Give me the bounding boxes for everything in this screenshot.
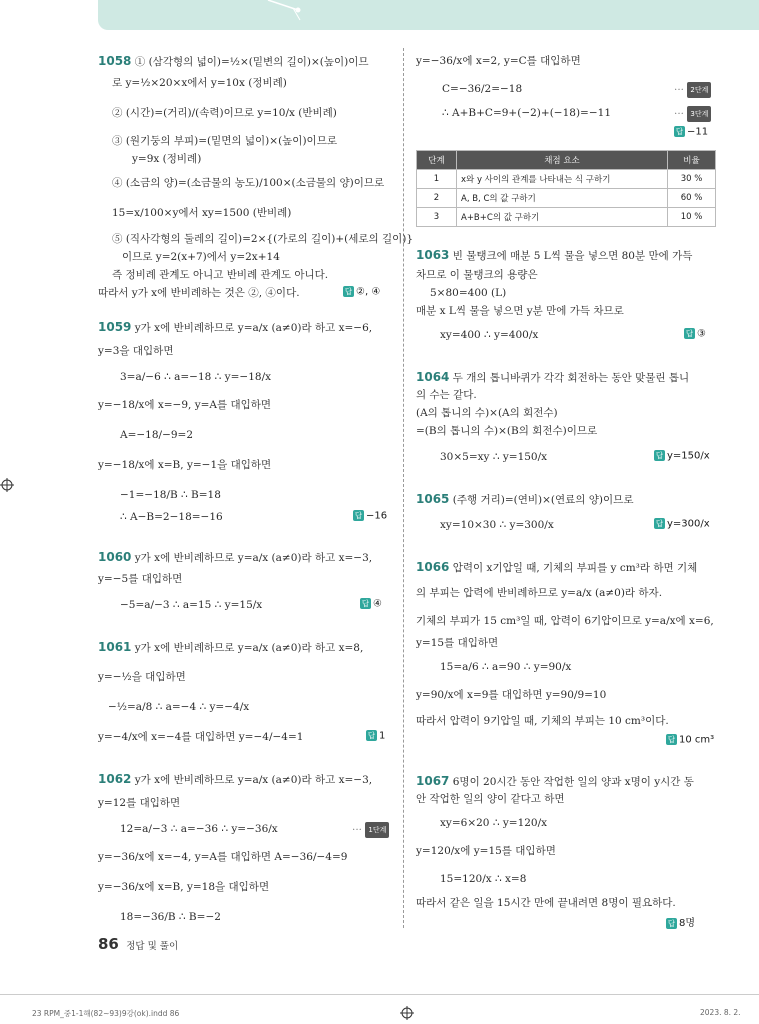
answer-1067: 답 8명	[667, 918, 696, 929]
answer-1065: 답 y=300/x	[655, 518, 710, 530]
problem-number: 1064	[416, 370, 450, 384]
problem-number: 1067	[416, 774, 450, 788]
text-line: 의 부피는 압력에 반비례하므로 y=a/x (a≠0)라 하자.	[416, 587, 663, 599]
table-header: 비율	[668, 151, 716, 170]
problem-number: 1061	[98, 640, 132, 654]
column-divider	[403, 48, 404, 928]
page-number: 86	[98, 935, 119, 953]
table-header: 단계	[417, 151, 457, 170]
text-line: ⑤ (직사각형의 둘레의 길이)=2×{(가로의 길이)+(세로의 길이)}	[112, 233, 414, 245]
imprint-file: 23 RPM_중1-1해(82~93)9강(ok).indd 86	[32, 1009, 180, 1018]
page-footer	[98, 935, 178, 953]
text-line: −5=a/−3 ∴ a=15 ∴ y=15/x	[120, 599, 263, 611]
problem-number: 1058	[98, 54, 132, 68]
text-line: y=9x (정비례)	[132, 153, 202, 165]
step-2-label: ··· 2단계	[674, 82, 711, 98]
answer-mark-icon: 답	[685, 329, 694, 338]
table-cell: A, B, C의 값 구하기	[457, 189, 668, 208]
text-line: xy=400 ∴ y=400/x	[440, 329, 539, 341]
answer-mark-icon: 답	[655, 519, 664, 528]
answer-1060: 답 ④	[361, 598, 382, 610]
text-line: y=−4/x에 x=−4를 대입하면 y=−4/−4=1	[98, 731, 304, 743]
text-line: A=−18/−9=2	[120, 429, 194, 441]
answer-1063: 답 ③	[685, 328, 706, 340]
problem-number: 1063	[416, 248, 450, 262]
text-line: 차므로 이 물탱크의 용량은	[416, 269, 538, 281]
text-line: y=−18/x에 x=B, y=−1을 대입하면	[98, 459, 272, 471]
text-line: −½=a/8 ∴ a=−4 ∴ y=−4/x	[108, 701, 250, 713]
text-line: 15=120/x ∴ x=8	[440, 873, 527, 885]
table-header: 채점 요소	[457, 151, 668, 170]
text-line: ② (시간)=(거리)/(속력)이므로 y=10/x (반비례)	[112, 107, 337, 119]
table-header-row	[417, 151, 716, 170]
problem-1066	[416, 560, 697, 575]
problem-number: 1059	[98, 320, 132, 334]
text-line: ④ (소금의 양)=(소금물의 농도)/100×(소금물의 양)이므로	[112, 177, 385, 189]
table-row	[417, 189, 716, 208]
problem-1061	[98, 640, 363, 655]
text-line: 6명이 20시간 동안 작업한 일의 양과 x명이 y시간 동	[452, 776, 694, 788]
table-cell: 1	[417, 170, 457, 189]
text-line: 따라서 y가 x에 반비례하는 것은 ②, ④이다.	[98, 287, 300, 299]
text-line: 로 y=½×20×x에서 y=10x (정비례)	[112, 77, 287, 89]
answer-mark-icon: 답	[361, 599, 370, 608]
text-line: 안 작업한 일의 양이 같다고 하면	[416, 793, 565, 805]
text-line: y=−36/x에 x=B, y=18을 대입하면	[98, 881, 270, 893]
text-line: y=15를 대입하면	[416, 637, 499, 649]
text-line: 15=x/100×y에서 xy=1500 (반비례)	[112, 207, 292, 219]
text-line: 두 개의 톱니바퀴가 각각 회전하는 동안 맞물린 톱니	[452, 372, 690, 384]
trim-line	[0, 994, 759, 995]
problem-number: 1062	[98, 772, 132, 786]
text-line: 15=a/6 ∴ a=90 ∴ y=90/x	[440, 661, 572, 673]
answer-mark-icon: 답	[354, 511, 363, 520]
decorative-star-icon	[98, 0, 759, 30]
text-line: y=3을 대입하면	[98, 345, 174, 357]
table-cell: 30 %	[668, 170, 716, 189]
answer-1058: 답 ②, ④	[344, 286, 381, 298]
text-line: xy=10×30 ∴ y=300/x	[440, 519, 554, 531]
text-line: 기체의 부피가 15 cm³일 때, 압력이 6기압이므로 y=a/x에 x=6,	[416, 615, 714, 627]
scoring-table	[416, 150, 716, 227]
table-cell: 3	[417, 208, 457, 227]
problem-1064	[416, 370, 689, 385]
text-line: y=−18/x에 x=−9, y=A를 대입하면	[98, 399, 272, 411]
text-line: y=12를 대입하면	[98, 797, 181, 809]
text-line: 30×5=xy ∴ y=150/x	[440, 451, 548, 463]
text-line: 의 수는 같다.	[416, 389, 477, 401]
text-line: 3=a/−6 ∴ a=−18 ∴ y=−18/x	[120, 371, 272, 383]
text-line: y=90/x에 x=9를 대입하면 y=90/9=10	[416, 689, 607, 701]
section-label: 정답 및 풀이	[126, 941, 179, 952]
text-line: ③ (원기둥의 부피)=(밑면의 넓이)×(높이)이므로	[112, 135, 337, 147]
answer-1062: 답 −11	[675, 126, 709, 138]
text-line: 따라서 같은 일을 15시간 만에 끝내려면 8명이 필요하다.	[416, 897, 676, 909]
imprint-date: 2023. 8. 2.	[700, 1008, 741, 1017]
problem-1065	[416, 492, 633, 507]
table-cell: 2	[417, 189, 457, 208]
text-line: ① (삼각형의 넓이)=½×(밑변의 길이)×(높이)이므	[134, 56, 369, 68]
table-cell: 10 %	[668, 208, 716, 227]
problem-1062	[98, 772, 372, 787]
text-line: 12=a/−3 ∴ a=−36 ∴ y=−36/x	[120, 823, 278, 835]
text-line: 따라서 압력이 9기압일 때, 기체의 부피는 10 cm³이다.	[416, 715, 669, 727]
text-line: xy=6×20 ∴ y=120/x	[440, 817, 548, 829]
text-line: y=−36/x에 x=2, y=C를 대입하면	[416, 55, 581, 67]
text-line: 매분 x L씩 물을 넣으면 y분 만에 가득 차므로	[416, 305, 624, 317]
answer-mark-icon: 답	[655, 451, 664, 460]
answer-1059: 답 −16	[354, 510, 388, 522]
text-line: 즉 정비례 관계도 아니고 반비례 관계도 아니다.	[112, 269, 329, 281]
answer-1066: 답 10 cm³	[667, 734, 715, 746]
answer-mark-icon: 답	[344, 287, 353, 296]
header-banner	[98, 0, 759, 30]
registration-mark-icon	[0, 478, 14, 492]
answer-mark-icon: 답	[675, 127, 684, 136]
text-line: ∴ A+B+C=9+(−2)+(−18)=−11	[442, 107, 611, 119]
step-3-label: ··· 3단계	[674, 106, 711, 122]
text-line: y가 x에 반비례하므로 y=a/x (a≠0)라 하고 x=−6,	[134, 322, 373, 334]
text-line: y가 x에 반비례하므로 y=a/x (a≠0)라 하고 x=−3,	[134, 774, 373, 786]
problem-1060	[98, 550, 372, 565]
text-line: (A의 톱니의 수)×(A의 회전수)	[416, 407, 558, 419]
text-line: 18=−36/B ∴ B=−2	[120, 911, 221, 923]
problem-1067	[416, 774, 694, 789]
problem-1063	[416, 248, 692, 263]
text-line: C=−36/2=−18	[442, 83, 523, 95]
registration-mark-icon	[400, 1006, 414, 1020]
problem-number: 1066	[416, 560, 450, 574]
text-line: y=−½을 대입하면	[98, 671, 186, 683]
text-line: 이므로 y=2(x+7)에서 y=2x+14	[122, 251, 280, 263]
answer-1061: 답 1	[367, 730, 386, 742]
text-line: 빈 물탱크에 매분 5 L씩 물을 넣으면 80분 만에 가득	[452, 250, 693, 262]
problem-1058	[98, 54, 369, 69]
table-cell: A+B+C의 값 구하기	[457, 208, 668, 227]
text-line: y=−36/x에 x=−4, y=A를 대입하면 A=−36/−4=9	[98, 851, 348, 863]
table-row	[417, 208, 716, 227]
text-line: (주행 거리)=(연비)×(연료의 양)이므로	[452, 494, 634, 506]
text-line: 5×80=400 (L)	[430, 287, 507, 299]
problem-1059	[98, 320, 372, 335]
text-line: −1=−18/B ∴ B=18	[120, 489, 221, 501]
answer-mark-icon: 답	[667, 735, 676, 744]
problem-number: 1065	[416, 492, 450, 506]
table-cell: x와 y 사이의 관계를 나타내는 식 구하기	[457, 170, 668, 189]
text-line: y가 x에 반비례하므로 y=a/x (a≠0)라 하고 x=−3,	[134, 552, 373, 564]
problem-number: 1060	[98, 550, 132, 564]
text-line: ∴ A−B=2−18=−16	[120, 511, 223, 523]
answer-1064: 답 y=150/x	[655, 450, 710, 462]
text-line: 압력이 x기압일 때, 기체의 부피를 y cm³라 하면 기체	[452, 562, 698, 574]
text-line: y가 x에 반비례하므로 y=a/x (a≠0)라 하고 x=8,	[134, 642, 364, 654]
table-row	[417, 170, 716, 189]
answer-mark-icon: 답	[367, 731, 376, 740]
text-line: y=120/x에 y=15를 대입하면	[416, 845, 556, 857]
text-line: =(B의 톱니의 수)×(B의 회전수)이므로	[416, 425, 598, 437]
table-cell: 60 %	[668, 189, 716, 208]
step-1-label: ··· 1단계	[352, 822, 389, 838]
answer-mark-icon: 답	[667, 918, 676, 928]
text-line: y=−5를 대입하면	[98, 573, 183, 585]
